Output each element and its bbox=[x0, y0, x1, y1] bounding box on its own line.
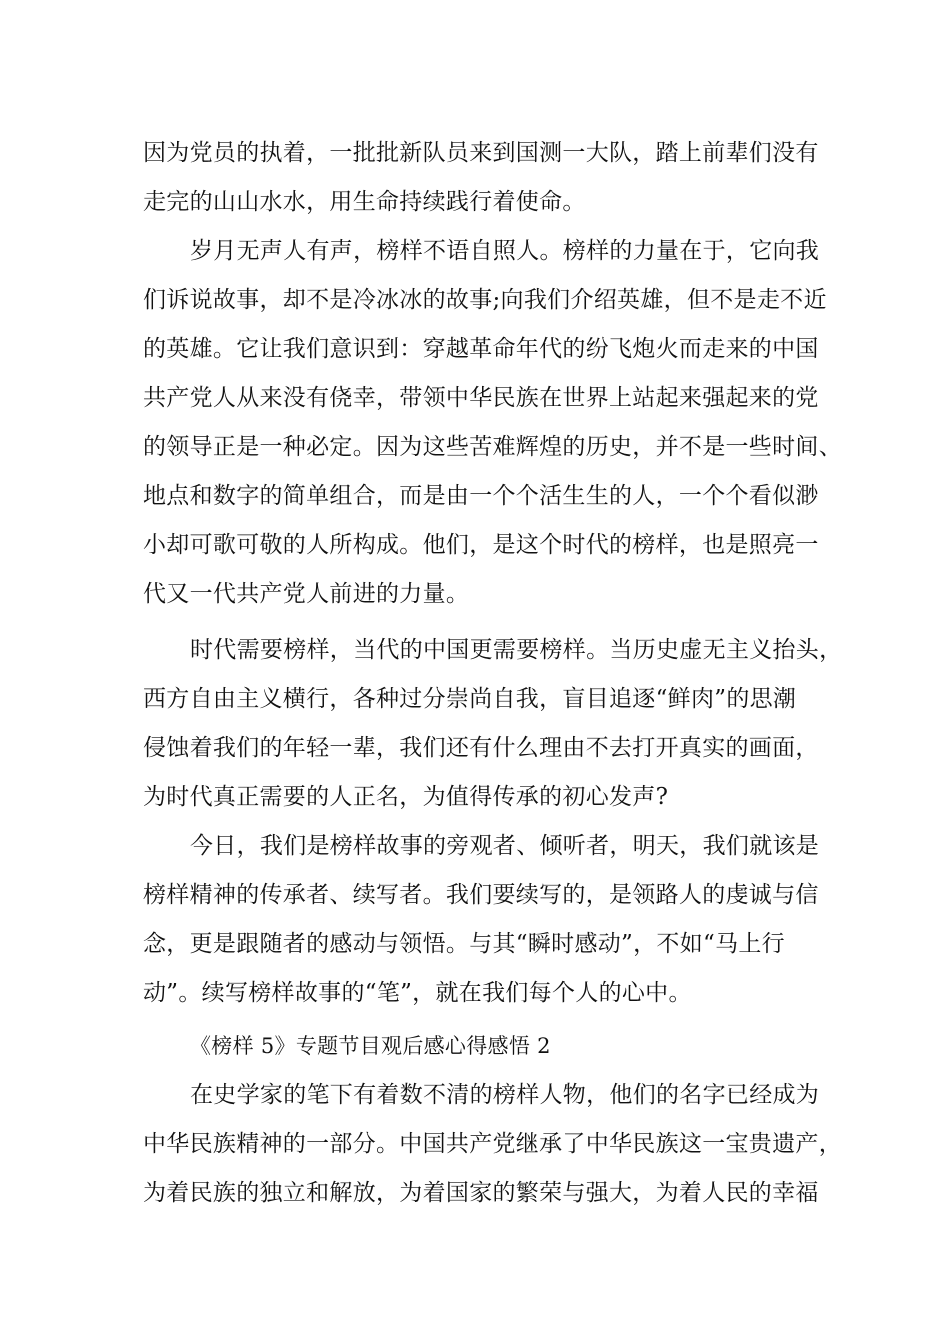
text-line: 的领导正是一种必定。因为这些苦难辉煌的历史，并不是一些时间、 bbox=[143, 434, 842, 460]
paragraph-start-line: 时代需要榜样，当代的中国更需要榜样。当历史虚无主义抬头， bbox=[190, 637, 843, 663]
text-line: 因为党员的执着，一批批新队员来到国测一大队，踏上前辈们没有 bbox=[143, 140, 819, 166]
text-line: 中华民族精神的一部分。中国共产党继承了中华民族这一宝贵遗产， bbox=[143, 1131, 842, 1157]
text-line: 的英雄。它让我们意识到：穿越革命年代的纷飞炮火而走来的中国 bbox=[143, 336, 819, 362]
section-heading: 《榜样 5》专题节目观后感心得感悟 2 bbox=[190, 1034, 551, 1058]
text-line: 共产党人从来没有侥幸，带领中华民族在世界上站起来强起来的党 bbox=[143, 385, 819, 411]
text-line: 榜样精神的传承者、续写者。我们要续写的，是领路人的虔诚与信 bbox=[143, 882, 819, 908]
text-line: 为着民族的独立和解放，为着国家的繁荣与强大，为着人民的幸福 bbox=[143, 1180, 819, 1206]
text-line: 们诉说故事，却不是冷冰冰的故事;向我们介绍英雄，但不是走不近 bbox=[143, 287, 827, 313]
text-line: 地点和数字的简单组合，而是由一个个活生生的人，一个个看似渺 bbox=[143, 483, 819, 509]
paragraph-start-line: 今日，我们是榜样故事的旁观者、倾听者，明天，我们就该是 bbox=[190, 833, 820, 859]
text-line: 念，更是跟随者的感动与领悟。与其“瞬时感动”，不如“马上行 bbox=[143, 931, 785, 957]
text-line: 西方自由主义横行，各种过分崇尚自我，盲目追逐“鲜肉”的思潮 bbox=[143, 686, 797, 712]
text-line: 动”。续写榜样故事的“笔”，就在我们每个人的心中。 bbox=[143, 980, 692, 1006]
text-line: 走完的山山水水，用生命持续践行着使命。 bbox=[143, 189, 586, 215]
text-line: 侵蚀着我们的年轻一辈，我们还有什么理由不去打开真实的画面， bbox=[143, 735, 819, 761]
paragraph-start-line: 岁月无声人有声，榜样不语自照人。榜样的力量在于，它向我 bbox=[190, 238, 820, 264]
text-line: 为时代真正需要的人正名，为值得传承的初心发声? bbox=[143, 784, 669, 810]
text-line: 代又一代共产党人前进的力量。 bbox=[143, 581, 470, 607]
text-line: 小却可歌可敬的人所构成。他们，是这个时代的榜样，也是照亮一 bbox=[143, 532, 819, 558]
paragraph-start-line: 在史学家的笔下有着数不清的榜样人物，他们的名字已经成为 bbox=[190, 1082, 820, 1108]
